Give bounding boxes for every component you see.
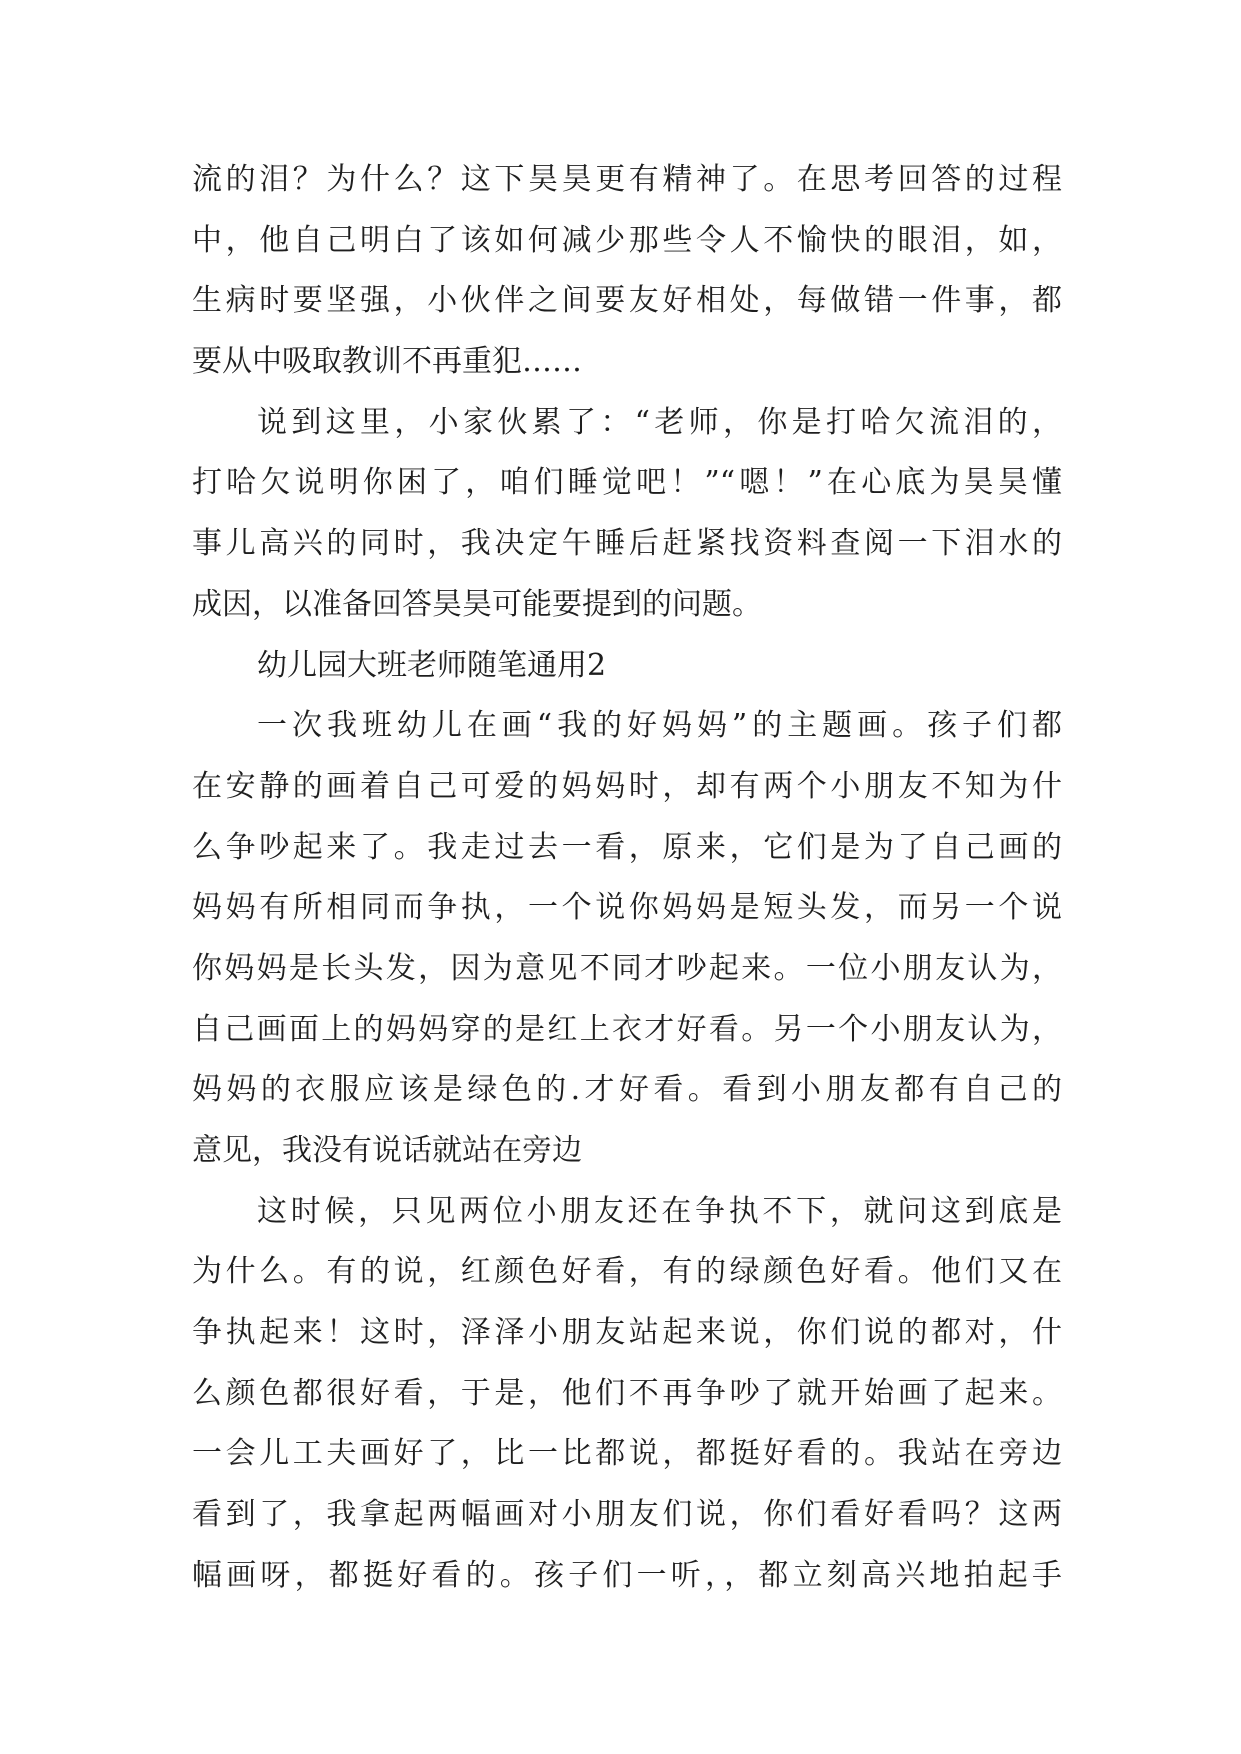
text-line: 一会儿工夫画好了，比一比都说，都挺好看的。我站在旁边	[192, 1436, 1062, 1472]
text-line: 自己画面上的妈妈穿的是红上衣才好看。另一个小朋友认为，	[192, 1011, 1062, 1047]
text-line: 生病时要坚强，小伙伴之间要友好相处，每做错一件事，都	[192, 283, 1062, 319]
text-line: 妈妈有所相同而争执，一个说你妈妈是短头发，而另一个说	[192, 890, 1062, 926]
paragraph-start-line: 一次我班幼儿在画“我的好妈妈”的主题画。孩子们都	[257, 708, 1062, 744]
paragraph-start-line: 这时候，只见两位小朋友还在争执不下，就问这到底是	[257, 1193, 1062, 1229]
paragraph-start-line: 说到这里，小家伙累了：“老师，你是打哈欠流泪的，	[257, 404, 1062, 440]
text-line: 打哈欠说明你困了，咱们睡觉吧！”“嗯！”在心底为昊昊懂	[192, 465, 1062, 501]
text-line: 幅画呀，都挺好看的。孩子们一听，，都立刻高兴地拍起手	[192, 1557, 1062, 1593]
text-line: 事儿高兴的同时，我决定午睡后赶紧找资料查阅一下泪水的	[192, 526, 1062, 562]
text-line: 成因，以准备回答昊昊可能要提到的问题。	[192, 586, 762, 622]
text-line: 意见，我没有说话就站在旁边	[192, 1133, 582, 1168]
text-line: 争执起来！这时，泽泽小朋友站起来说，你们说的都对，什	[192, 1315, 1062, 1351]
section-heading: 幼儿园大班老师随笔通用2	[257, 647, 607, 683]
text-line: 在安静的画着自己可爱的妈妈时，却有两个小朋友不知为什	[192, 768, 1062, 804]
text-line: 妈妈的衣服应该是绿色的.才好看。看到小朋友都有自己的	[192, 1072, 1062, 1108]
text-line: 为什么。有的说，红颜色好看，有的绿颜色好看。他们又在	[192, 1254, 1062, 1290]
text-line: 么颜色都很好看，于是，他们不再争吵了就开始画了起来。	[192, 1375, 1062, 1411]
text-line: 要从中吸取教训不再重犯……	[192, 344, 582, 380]
text-line: 流的泪？为什么？这下昊昊更有精神了。在思考回答的过程	[192, 162, 1062, 197]
text-line: 么争吵起来了。我走过去一看，原来，它们是为了自己画的	[192, 829, 1062, 865]
text-line: 你妈妈是长头发，因为意见不同才吵起来。一位小朋友认为，	[192, 950, 1062, 986]
text-line: 看到了，我拿起两幅画对小朋友们说，你们看好看吗？这两	[192, 1497, 1062, 1533]
document-body	[192, 150, 1062, 1607]
text-line: 中，他自己明白了该如何减少那些令人不愉快的眼泪，如，	[192, 222, 1062, 258]
